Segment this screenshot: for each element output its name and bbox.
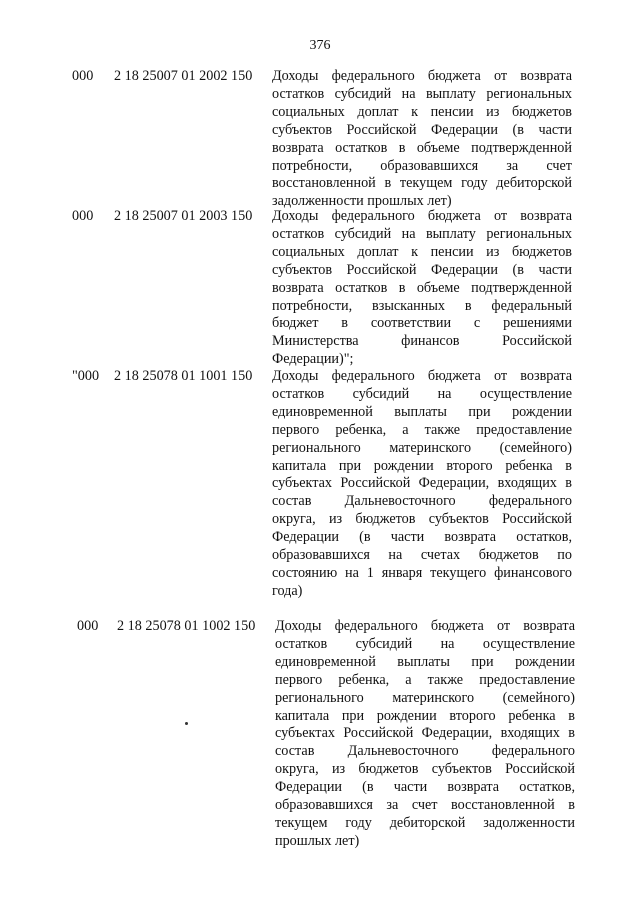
description-line: восстановленной в текущем году дебиторской: [272, 175, 572, 192]
description-line: Федерации (в части возврата остатков,: [272, 529, 572, 546]
description-line: округа, из бюджетов субъектов Российской: [275, 761, 575, 778]
description-line: остатков субсидий на осуществление: [272, 385, 572, 402]
budget-classification-code: 2 18 25078 01 1002 150: [117, 618, 256, 634]
description-line: субъектах Российской Федерации, входящих в: [275, 725, 575, 742]
description-line: потребности, взысканных в федеральный: [272, 297, 572, 314]
description-line: года): [272, 582, 303, 599]
description-line: Федерации)";: [272, 351, 354, 368]
income-description: [275, 618, 575, 851]
description-line: прошлых лет): [275, 832, 360, 849]
description-line: социальных доплат к пенсии из бюджетов: [272, 103, 572, 120]
income-description: [272, 208, 572, 369]
description-line: остатков субсидий на осуществление: [275, 635, 575, 652]
description-line: субъектов Российской Федерации (в части: [272, 261, 572, 278]
budget-classification-code: 2 18 25078 01 1001 150: [114, 368, 253, 384]
budget-classification-code: 2 18 25007 01 2003 150: [114, 208, 253, 224]
description-line: состоянию на 1 января текущего финансового: [272, 564, 572, 581]
description-line: потребности, образовавшихся за счет: [272, 157, 572, 174]
description-line: возврата остатков в объеме подтвержденной: [272, 279, 572, 296]
description-line: субъектов Российской Федерации (в части: [272, 121, 572, 138]
description-line: единовременной выплаты при рождении: [275, 653, 575, 670]
administrator-code: 000: [77, 618, 99, 634]
description-line: округа, из бюджетов субъектов Российской: [272, 511, 572, 528]
description-line: Доходы федерального бюджета от возврата: [272, 368, 572, 384]
description-line: регионального материнского (семейного): [272, 439, 572, 456]
description-line: первого ребенка, а также предоставление: [275, 671, 575, 688]
description-line: Федерации (в части возврата остатков,: [275, 779, 575, 796]
description-line: капитала при рождении второго ребенка в: [275, 707, 575, 724]
administrator-code: "000: [72, 368, 100, 384]
scan-speck: [185, 722, 188, 725]
description-line: субъектах Российской Федерации, входящих в: [272, 475, 572, 492]
description-line: Доходы федерального бюджета от возврата: [275, 618, 575, 634]
description-line: остатков субсидий на выплату региональных: [272, 85, 572, 102]
administrator-code: 000: [72, 68, 94, 84]
description-line: состав Дальневосточного федерального: [275, 743, 575, 760]
description-line: Министерства финансов Российской: [272, 333, 572, 350]
description-line: бюджет в соответствии с решениями: [272, 315, 572, 332]
page-number: 376: [309, 38, 331, 53]
description-line: Доходы федерального бюджета от возврата: [272, 68, 572, 84]
description-line: задолженности прошлых лет): [272, 193, 452, 210]
description-line: образовавшихся за счет восстановленной в: [275, 797, 575, 814]
description-line: Доходы федерального бюджета от возврата: [272, 208, 572, 224]
budget-classification-code: 2 18 25007 01 2002 150: [114, 68, 253, 84]
description-line: текущем году дебиторской задолженности: [275, 814, 575, 831]
description-line: образовавшихся на счетах бюджетов по: [272, 547, 572, 564]
description-line: первого ребенка, а также предоставление: [272, 421, 572, 438]
description-line: единовременной выплаты при рождении: [272, 403, 572, 420]
income-description: [272, 68, 572, 211]
description-line: регионального материнского (семейного): [275, 689, 575, 706]
description-line: возврата остатков в объеме подтвержденной: [272, 139, 572, 156]
description-line: капитала при рождении второго ребенка в: [272, 457, 572, 474]
description-line: остатков субсидий на выплату региональных: [272, 225, 572, 242]
description-line: социальных доплат к пенсии из бюджетов: [272, 243, 572, 260]
administrator-code: 000: [72, 208, 94, 224]
description-line: состав Дальневосточного федерального: [272, 493, 572, 510]
income-description: [272, 368, 572, 601]
